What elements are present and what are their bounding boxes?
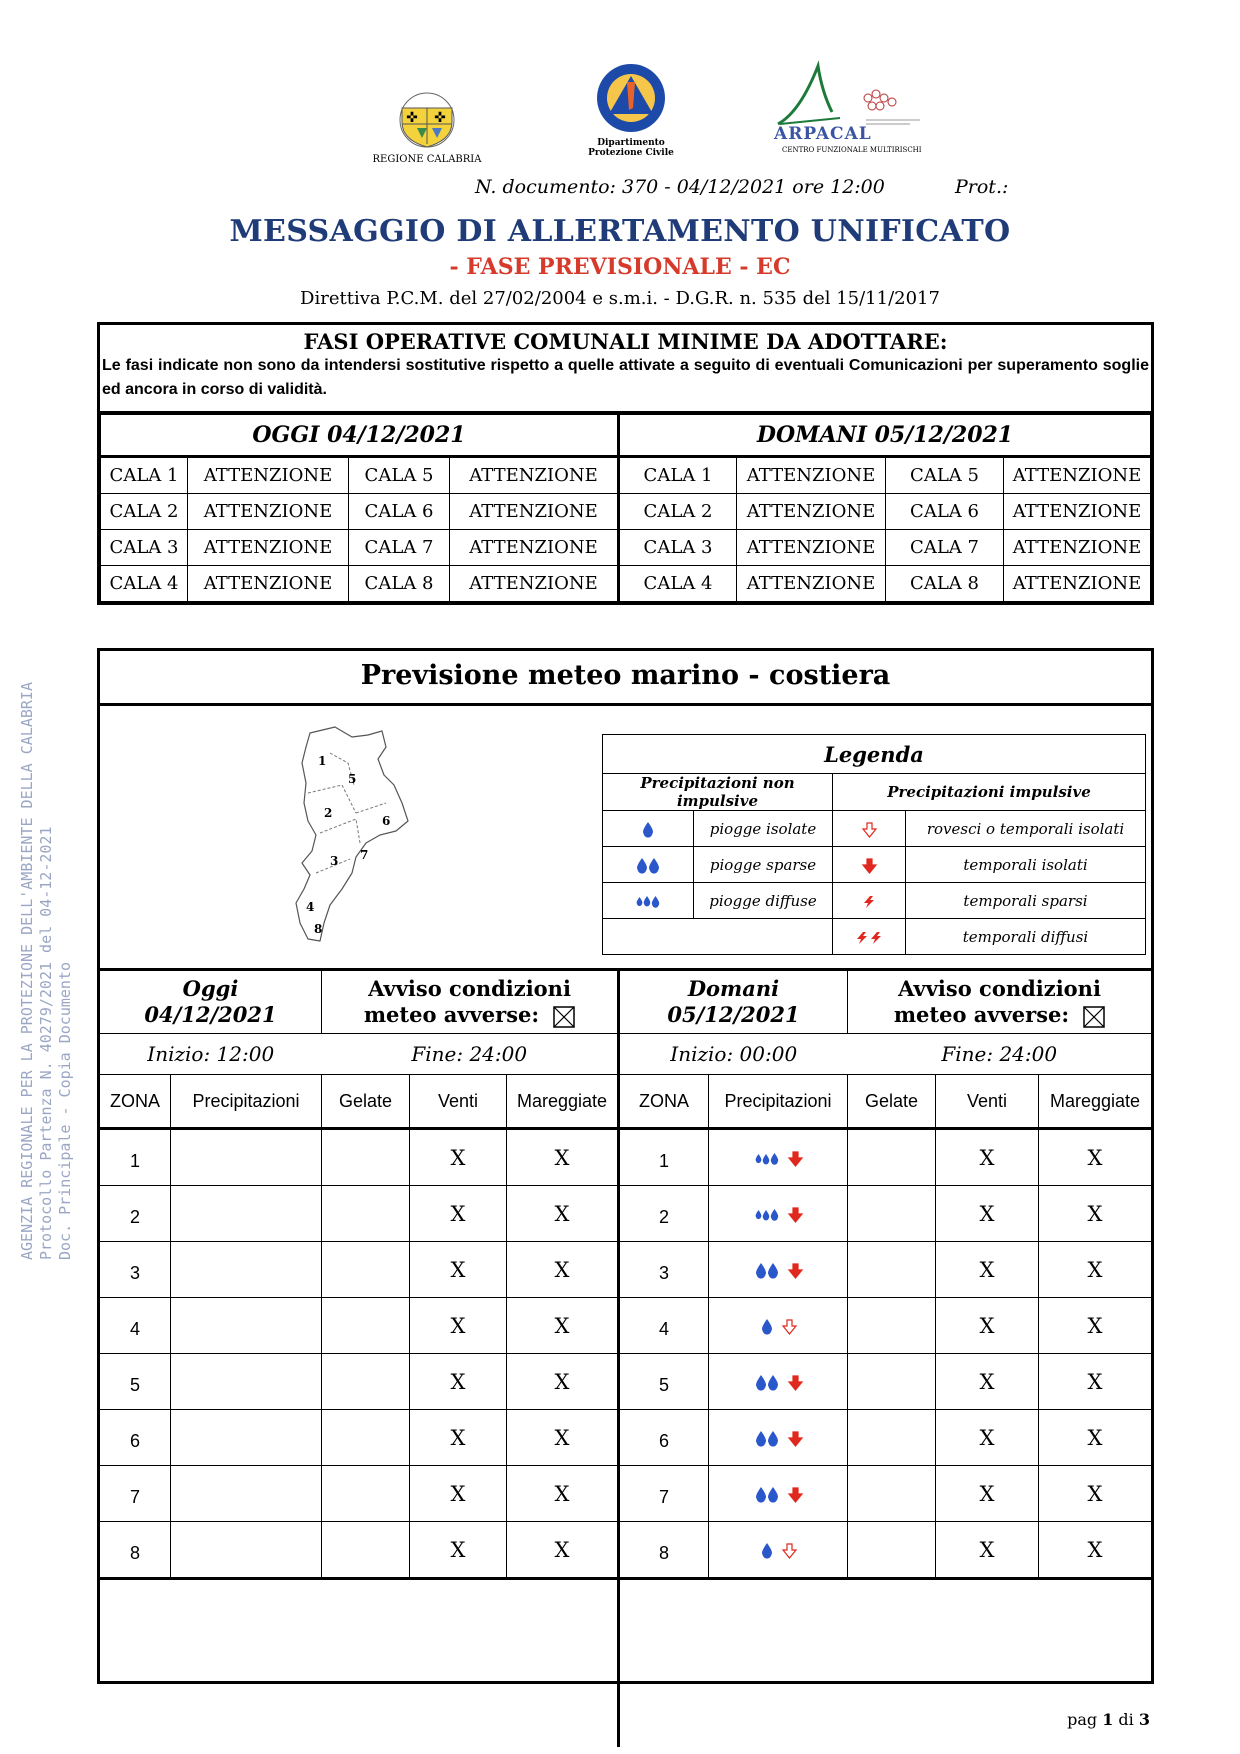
- venti-cell: X: [936, 1242, 1039, 1298]
- zone-name: CALA 5: [886, 457, 1004, 494]
- mareggiate-cell: X: [507, 1242, 619, 1298]
- today-date: 04/12/2021: [144, 1002, 277, 1027]
- rain-widespread-icon: [603, 883, 694, 919]
- storm-showers-icon: [863, 820, 876, 838]
- zone-row: [100, 1410, 1151, 1466]
- today-avviso-line2: meteo avverse:: [363, 1002, 540, 1027]
- venti-cell: X: [410, 1354, 507, 1410]
- zone-row: [100, 1354, 1151, 1410]
- legend-col-non-impulsive: Precipitazioni non impulsive: [603, 774, 833, 811]
- zone-name: CALA 4: [619, 566, 737, 602]
- rain-scattered-icon: [755, 1482, 779, 1506]
- zone-status: ATTENZIONE: [450, 457, 619, 494]
- map-zone-label: 2: [324, 806, 333, 820]
- rain-widespread-icon: [755, 1146, 779, 1170]
- storm-scattered-icon: [862, 892, 876, 910]
- zone-status: ATTENZIONE: [188, 530, 349, 566]
- protocol-watermark: [12, 460, 72, 1260]
- protezione-civile-logo: [585, 62, 677, 158]
- storm-widespread-icon: [833, 919, 906, 955]
- zona-cell: 1: [100, 1129, 171, 1186]
- zona-cell: 2: [100, 1186, 171, 1242]
- fasi-row: [101, 530, 1151, 566]
- zone-row: [100, 1466, 1151, 1522]
- watermark-line3: Doc. Principale - Copia Documento: [56, 961, 74, 1260]
- arpacal-emblem-icon: [770, 62, 940, 132]
- zone-status: ATTENZIONE: [188, 457, 349, 494]
- watermark-line1: AGENZIA REGIONALE PER LA PROTEZIONE DELL'AMBIENTE DELLA CALABRIA: [18, 682, 36, 1260]
- rain-scattered-icon: [603, 847, 694, 883]
- regione-calabria-label: REGIONE CALABRIA: [372, 154, 482, 165]
- tomorrow-start: Inizio: 00:00: [619, 1034, 848, 1075]
- fasi-header: [100, 325, 1151, 414]
- fasi-row: [101, 494, 1151, 530]
- tomorrow-header: [619, 970, 848, 1034]
- zona-cell: 4: [100, 1298, 171, 1354]
- today-notes: [100, 1579, 619, 1748]
- mareggiate-cell: X: [507, 1129, 619, 1186]
- zones-table: [100, 968, 1151, 1747]
- zone-name: CALA 7: [349, 530, 450, 566]
- storm-isolated-icon: [789, 1202, 802, 1226]
- venti-cell: X: [936, 1466, 1039, 1522]
- zone-row: [100, 1129, 1151, 1186]
- tomorrow-avviso-line2: meteo avverse:: [893, 1002, 1070, 1027]
- protezione-civile-label-1: Dipartimento: [597, 138, 665, 148]
- zone-status: ATTENZIONE: [737, 494, 886, 530]
- storm-isolated-icon: [863, 856, 876, 874]
- today-start: Inizio: 12:00: [100, 1034, 322, 1075]
- legend-table: [602, 734, 1146, 955]
- gelate-cell: [322, 1129, 410, 1186]
- arpacal-label: ARPACAL: [774, 124, 872, 144]
- zone-name: CALA 6: [349, 494, 450, 530]
- precip-cell: [709, 1354, 848, 1410]
- zona-cell: 6: [100, 1410, 171, 1466]
- gelate-cell: [322, 1354, 410, 1410]
- zone-status: ATTENZIONE: [1004, 494, 1151, 530]
- precip-cell: [171, 1466, 322, 1522]
- map-zone-label: 8: [314, 922, 323, 936]
- tomorrow-avviso-line1: Avviso condizioni: [898, 976, 1101, 1001]
- gelate-cell: [848, 1298, 936, 1354]
- venti-cell: X: [410, 1466, 507, 1522]
- gelate-cell: [848, 1354, 936, 1410]
- regione-calabria-logo: [372, 92, 482, 165]
- zona-cell: 4: [619, 1298, 709, 1354]
- storm-isolated-icon: [833, 847, 906, 883]
- venti-cell: X: [936, 1522, 1039, 1579]
- gelate-cell: [322, 1242, 410, 1298]
- zona-cell: 3: [100, 1242, 171, 1298]
- zone-status: ATTENZIONE: [450, 566, 619, 602]
- legend-label: piogge diffuse: [694, 883, 833, 919]
- watermark-line2: Protocollo Partenza N. 40279/2021 del 04-12-2021: [37, 826, 55, 1260]
- mareggiate-cell: X: [1039, 1129, 1152, 1186]
- venti-cell: X: [410, 1410, 507, 1466]
- venti-cell: X: [410, 1522, 507, 1579]
- svg-text:✜: ✜: [406, 110, 418, 126]
- legend-label: temporali isolati: [906, 847, 1146, 883]
- page-number: pag 1 di 3: [1067, 1710, 1150, 1729]
- mareggiate-cell: X: [507, 1466, 619, 1522]
- zone-row: [100, 1186, 1151, 1242]
- gelate-cell: [848, 1522, 936, 1579]
- storm-showers-icon: [833, 811, 906, 847]
- zone-row: [100, 1242, 1151, 1298]
- fasi-row: [101, 566, 1151, 602]
- legend-title: Legenda: [603, 735, 1146, 774]
- gelate-cell: [848, 1410, 936, 1466]
- storm-widespread-icon: [855, 928, 883, 946]
- mareggiate-cell: X: [1039, 1466, 1152, 1522]
- precip-cell: [709, 1242, 848, 1298]
- gelate-cell: [322, 1410, 410, 1466]
- zone-name: CALA 5: [349, 457, 450, 494]
- precip-cell: [709, 1129, 848, 1186]
- storm-scattered-icon: [833, 883, 906, 919]
- zona-cell: 7: [100, 1466, 171, 1522]
- rain-isolated-icon: [761, 1538, 773, 1562]
- legend-col-impulsive: Precipitazioni impulsive: [833, 774, 1146, 811]
- fasi-row: [101, 457, 1151, 494]
- legend-row: [603, 847, 1146, 883]
- rain-widespread-icon: [755, 1202, 779, 1226]
- precip-cell: [709, 1522, 848, 1579]
- precip-cell: [171, 1129, 322, 1186]
- page-title: MESSAGGIO DI ALLERTAMENTO UNIFICATO: [229, 214, 1011, 249]
- arpacal-logo: [770, 62, 940, 154]
- arpacal-sub: CENTRO FUNZIONALE MULTIRISCHI: [782, 146, 922, 154]
- zona-cell: 3: [619, 1242, 709, 1298]
- col-header: Venti: [936, 1075, 1039, 1129]
- today-end: Fine: 24:00: [322, 1034, 619, 1075]
- zone-name: CALA 7: [886, 530, 1004, 566]
- rain-scattered-icon: [755, 1426, 779, 1450]
- legend-row: [603, 883, 1146, 919]
- svg-text:✜: ✜: [434, 110, 446, 126]
- map-zone-label: 5: [348, 772, 357, 786]
- legend-row: [603, 919, 1146, 955]
- precip-cell: [709, 1298, 848, 1354]
- precip-cell: [171, 1522, 322, 1579]
- gelate-cell: [848, 1129, 936, 1186]
- storm-showers-icon: [783, 1314, 796, 1338]
- zone-row: [100, 1522, 1151, 1579]
- zone-status: ATTENZIONE: [450, 530, 619, 566]
- storm-isolated-icon: [789, 1146, 802, 1170]
- gelate-cell: [322, 1522, 410, 1579]
- protezione-civile-emblem-icon: [595, 62, 667, 134]
- legend-label: rovesci o temporali isolati: [906, 811, 1146, 847]
- checkbox-crossed-icon: [1083, 1006, 1105, 1028]
- marine-forecast-box: [97, 648, 1154, 1684]
- regione-calabria-emblem-icon: [372, 92, 482, 150]
- zone-status: ATTENZIONE: [737, 457, 886, 494]
- rain-isolated-icon: [761, 1314, 773, 1338]
- zone-name: CALA 1: [101, 457, 188, 494]
- fasi-table: [100, 414, 1151, 602]
- col-header: ZONA: [100, 1075, 171, 1129]
- fasi-today-header: OGGI 04/12/2021: [101, 415, 619, 457]
- legend-label: [603, 919, 833, 955]
- gelate-cell: [322, 1466, 410, 1522]
- venti-cell: X: [410, 1242, 507, 1298]
- page-subtitle: - FASE PREVISIONALE - EC: [449, 254, 791, 280]
- checkbox-crossed-icon: [553, 1006, 575, 1028]
- precip-cell: [709, 1466, 848, 1522]
- gelate-cell: [322, 1298, 410, 1354]
- map-zone-label: 1: [318, 754, 327, 768]
- legend-label: piogge isolate: [694, 811, 833, 847]
- col-header: Gelate: [848, 1075, 936, 1129]
- mareggiate-cell: X: [1039, 1522, 1152, 1579]
- rain-scattered-icon: [755, 1370, 779, 1394]
- fasi-operative-box: [97, 322, 1154, 605]
- precip-cell: [171, 1298, 322, 1354]
- venti-cell: X: [936, 1410, 1039, 1466]
- legend-label: piogge sparse: [694, 847, 833, 883]
- precip-cell: [171, 1410, 322, 1466]
- rain-isolated-icon: [642, 820, 654, 838]
- col-header: Mareggiate: [1039, 1075, 1152, 1129]
- zone-name: CALA 3: [619, 530, 737, 566]
- zone-status: ATTENZIONE: [450, 494, 619, 530]
- marine-title: Previsione meteo marino - costiera: [100, 651, 1151, 706]
- rain-scattered-icon: [636, 856, 660, 874]
- zone-status: ATTENZIONE: [1004, 530, 1151, 566]
- notes-row: [100, 1579, 1151, 1748]
- venti-cell: X: [410, 1298, 507, 1354]
- legend-label: temporali sparsi: [906, 883, 1146, 919]
- map-zone-label: 6: [382, 814, 391, 828]
- mareggiate-cell: X: [507, 1410, 619, 1466]
- zone-name: CALA 2: [619, 494, 737, 530]
- map-zone-label: 3: [330, 854, 339, 868]
- zone-status: ATTENZIONE: [188, 566, 349, 602]
- col-header: Precipitazioni: [709, 1075, 848, 1129]
- tomorrow-label: Domani: [687, 976, 780, 1001]
- col-header: Mareggiate: [507, 1075, 619, 1129]
- zona-cell: 8: [619, 1522, 709, 1579]
- storm-isolated-icon: [789, 1482, 802, 1506]
- venti-cell: X: [410, 1186, 507, 1242]
- zone-name: CALA 8: [349, 566, 450, 602]
- venti-cell: X: [936, 1298, 1039, 1354]
- precip-cell: [709, 1410, 848, 1466]
- gelate-cell: [848, 1466, 936, 1522]
- zona-cell: 8: [100, 1522, 171, 1579]
- map-zone-label: 4: [306, 900, 315, 914]
- tomorrow-avviso: [848, 970, 1152, 1034]
- zona-cell: 1: [619, 1129, 709, 1186]
- rain-scattered-icon: [755, 1258, 779, 1282]
- calabria-map-icon: [290, 723, 420, 953]
- venti-cell: X: [936, 1186, 1039, 1242]
- venti-cell: X: [936, 1129, 1039, 1186]
- mareggiate-cell: X: [507, 1186, 619, 1242]
- venti-cell: X: [936, 1354, 1039, 1410]
- storm-isolated-icon: [789, 1426, 802, 1450]
- protocol-label: Prot.:: [955, 176, 1009, 198]
- mareggiate-cell: X: [507, 1298, 619, 1354]
- mareggiate-cell: X: [507, 1354, 619, 1410]
- zone-name: CALA 6: [886, 494, 1004, 530]
- rain-isolated-icon: [603, 811, 694, 847]
- zone-row: [100, 1298, 1151, 1354]
- gelate-cell: [322, 1186, 410, 1242]
- tomorrow-date: 05/12/2021: [667, 1002, 800, 1027]
- zone-name: CALA 8: [886, 566, 1004, 602]
- col-header: Gelate: [322, 1075, 410, 1129]
- fasi-note: Le fasi indicate non sono da intendersi sostitutive rispetto a quelle attivate a seguito di eventuali Comunicazioni per superamento soglie ed ancora in corso di validità.: [102, 357, 1149, 398]
- zone-name: CALA 1: [619, 457, 737, 494]
- zona-cell: 5: [619, 1354, 709, 1410]
- zone-status: ATTENZIONE: [737, 530, 886, 566]
- col-header: Precipitazioni: [171, 1075, 322, 1129]
- map-zone-label: 7: [360, 848, 369, 862]
- zona-cell: 2: [619, 1186, 709, 1242]
- zona-cell: 5: [100, 1354, 171, 1410]
- rain-widespread-icon: [636, 892, 660, 910]
- storm-isolated-icon: [789, 1370, 802, 1394]
- zone-name: CALA 2: [101, 494, 188, 530]
- zone-name: CALA 4: [101, 566, 188, 602]
- today-header: [100, 970, 322, 1034]
- mareggiate-cell: X: [1039, 1242, 1152, 1298]
- mareggiate-cell: X: [1039, 1186, 1152, 1242]
- zone-status: ATTENZIONE: [188, 494, 349, 530]
- fasi-tomorrow-header: DOMANI 05/12/2021: [619, 415, 1151, 457]
- zona-cell: 6: [619, 1410, 709, 1466]
- precip-cell: [709, 1186, 848, 1242]
- gelate-cell: [848, 1242, 936, 1298]
- storm-showers-icon: [783, 1538, 796, 1562]
- mareggiate-cell: X: [1039, 1410, 1152, 1466]
- zone-status: ATTENZIONE: [1004, 457, 1151, 494]
- mareggiate-cell: X: [507, 1522, 619, 1579]
- tomorrow-end: Fine: 24:00: [848, 1034, 1152, 1075]
- document-number: N. documento: 370 - 04/12/2021 ore 12:00: [475, 176, 885, 198]
- zone-status: ATTENZIONE: [1004, 566, 1151, 602]
- storm-isolated-icon: [789, 1258, 802, 1282]
- today-avviso-line1: Avviso condizioni: [368, 976, 571, 1001]
- today-label: Oggi: [182, 976, 239, 1001]
- precip-cell: [171, 1354, 322, 1410]
- gelate-cell: [848, 1186, 936, 1242]
- zone-name: CALA 3: [101, 530, 188, 566]
- directive-text: Direttiva P.C.M. del 27/02/2004 e s.m.i. - D.G.R. n. 535 del 15/11/2017: [300, 288, 940, 309]
- col-header: Venti: [410, 1075, 507, 1129]
- protezione-civile-label-2: Protezione Civile: [588, 148, 674, 158]
- precip-cell: [171, 1242, 322, 1298]
- zona-cell: 7: [619, 1466, 709, 1522]
- venti-cell: X: [410, 1129, 507, 1186]
- legend-row: [603, 811, 1146, 847]
- today-avviso: [322, 970, 619, 1034]
- zone-status: ATTENZIONE: [737, 566, 886, 602]
- col-header: ZONA: [619, 1075, 709, 1129]
- mareggiate-cell: X: [1039, 1298, 1152, 1354]
- legend-label: temporali diffusi: [906, 919, 1146, 955]
- fasi-title: FASI OPERATIVE COMUNALI MINIME DA ADOTTARE:: [303, 329, 948, 354]
- calabria-zone-map: [290, 723, 420, 953]
- precip-cell: [171, 1186, 322, 1242]
- mareggiate-cell: X: [1039, 1354, 1152, 1410]
